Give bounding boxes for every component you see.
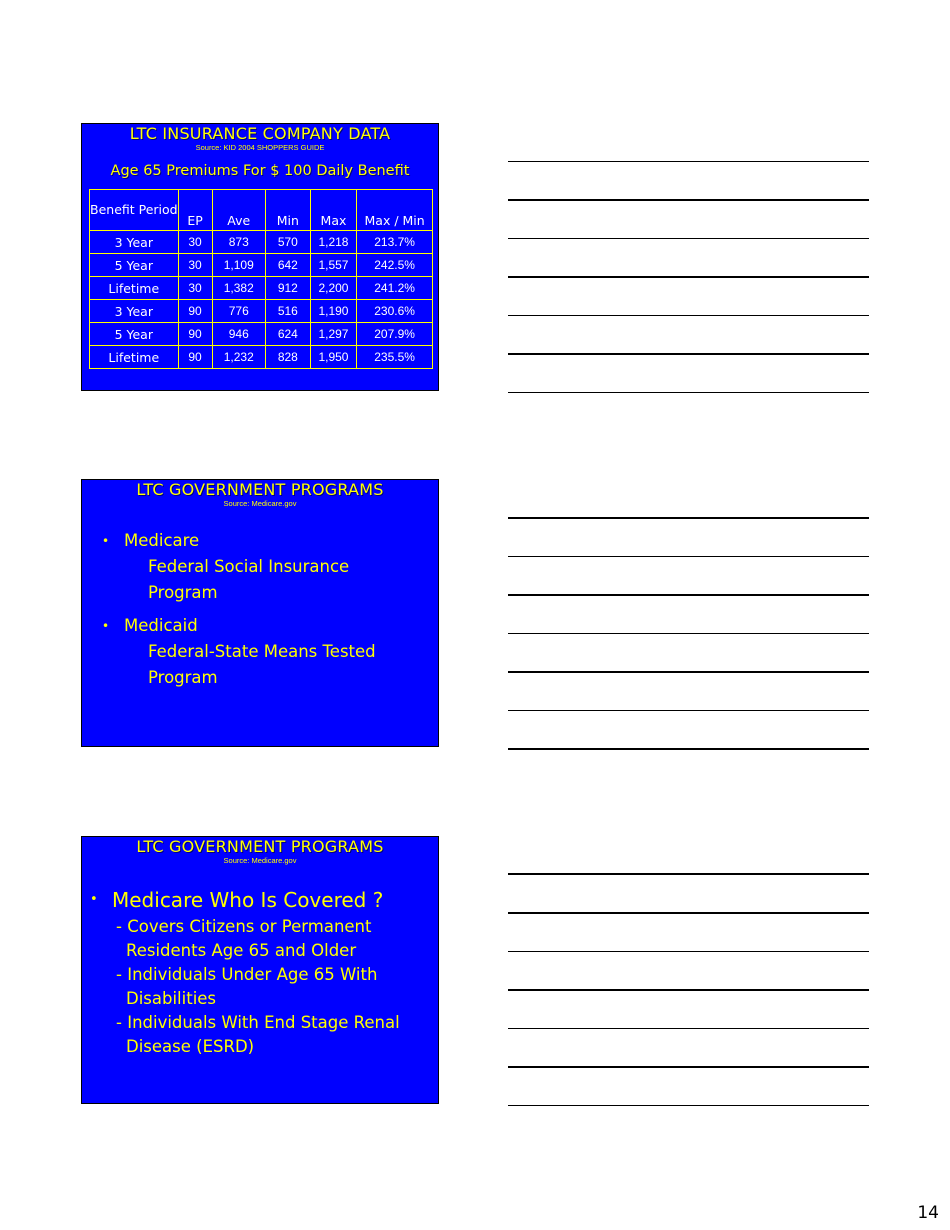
- table-cell: 213.7%: [357, 231, 433, 254]
- table-cell: 3 Year: [90, 231, 179, 254]
- table-cell: 90: [178, 346, 212, 369]
- bullet-dot-icon: •: [102, 534, 110, 548]
- table-header-cell: Max / Min: [357, 190, 433, 231]
- premium-table: [89, 189, 433, 369]
- bullet-dot-icon: •: [102, 619, 110, 633]
- table-cell: 30: [178, 254, 212, 277]
- note-line: [508, 199, 869, 201]
- table-header-cell: Ave: [212, 190, 265, 231]
- table-header-cell: EP: [178, 190, 212, 231]
- table-row: [90, 254, 433, 277]
- table-cell: 207.9%: [357, 323, 433, 346]
- table-cell: 873: [212, 231, 265, 254]
- note-line: [508, 1105, 869, 1106]
- coverage-line: Residents Age 65 and Older: [126, 941, 357, 960]
- slide-title: LTC GOVERNMENT PROGRAMS: [136, 480, 384, 499]
- coverage-list: [116, 915, 434, 1059]
- note-line: [508, 671, 869, 673]
- coverage-line: Disease (ESRD): [126, 1037, 255, 1056]
- note-line: [508, 517, 869, 519]
- table-cell: 1,218: [310, 231, 357, 254]
- bullet-detail: Program: [148, 668, 218, 687]
- table-cell: Lifetime: [90, 277, 179, 300]
- note-line: [508, 989, 869, 991]
- table-cell: 3 Year: [90, 300, 179, 323]
- slide-title: LTC INSURANCE COMPANY DATA: [129, 124, 391, 143]
- note-line: [508, 1066, 869, 1068]
- bullet-detail: Program: [148, 583, 218, 602]
- note-line: [508, 556, 869, 557]
- note-line: [508, 238, 869, 239]
- table-cell: 242.5%: [357, 254, 433, 277]
- slide-medicare-coverage: [81, 836, 439, 1104]
- slide-subtitle: Age 65 Premiums For $ 100 Daily Benefit: [110, 163, 410, 179]
- slide-title: LTC GOVERNMENT PROGRAMS: [136, 837, 384, 856]
- table-cell: 1,109: [212, 254, 265, 277]
- note-line: [508, 748, 869, 750]
- note-line: [508, 873, 869, 875]
- table-cell: 516: [265, 300, 310, 323]
- table-cell: 30: [178, 231, 212, 254]
- table-cell: 2,200: [310, 277, 357, 300]
- table-cell: Lifetime: [90, 346, 179, 369]
- table-header-cell: Max: [310, 190, 357, 231]
- list-item: [102, 613, 428, 639]
- table-cell: 235.5%: [357, 346, 433, 369]
- table-cell: 570: [265, 231, 310, 254]
- table-cell: 912: [265, 277, 310, 300]
- note-line: [508, 161, 869, 162]
- bullet-detail: Federal Social Insurance: [148, 557, 350, 576]
- table-header-cell: Min: [265, 190, 310, 231]
- slide-ltc-insurance-data: [81, 123, 439, 391]
- table-row: [90, 277, 433, 300]
- table-header-row: [90, 190, 433, 231]
- note-line: [508, 633, 869, 634]
- table-cell: 241.2%: [357, 277, 433, 300]
- note-line: [508, 951, 869, 952]
- bullet-label: Medicaid: [124, 616, 198, 635]
- note-line: [508, 353, 869, 355]
- note-line: [508, 315, 869, 316]
- slide-government-programs: [81, 479, 439, 747]
- table-row: [90, 346, 433, 369]
- table-cell: 946: [212, 323, 265, 346]
- table-cell: 1,557: [310, 254, 357, 277]
- bullet-label: Medicare: [124, 531, 200, 550]
- note-line: [508, 710, 869, 711]
- table-cell: 642: [265, 254, 310, 277]
- table-cell: 5 Year: [90, 323, 179, 346]
- table-header-cell: Benefit Period: [90, 190, 179, 231]
- coverage-line: Disabilities: [126, 989, 217, 1008]
- bullet-detail: Federal-State Means Tested: [148, 642, 376, 661]
- note-line: [508, 912, 869, 914]
- table-cell: 1,190: [310, 300, 357, 323]
- table-cell: 90: [178, 300, 212, 323]
- bullet-dot-icon: •: [90, 892, 98, 907]
- table-row: [90, 300, 433, 323]
- bullet-label: Medicare Who Is Covered ?: [112, 888, 384, 912]
- slide-source: Source: Medicare.gov: [223, 856, 297, 865]
- list-item: [90, 887, 383, 913]
- list-item: [102, 528, 428, 554]
- table-cell: 1,232: [212, 346, 265, 369]
- coverage-line: - Individuals With End Stage Renal: [116, 1013, 400, 1032]
- note-line: [508, 1028, 869, 1029]
- table-cell: 828: [265, 346, 310, 369]
- table-cell: 230.6%: [357, 300, 433, 323]
- slide-source: Source: Medicare.gov: [223, 499, 297, 508]
- table-cell: 1,382: [212, 277, 265, 300]
- coverage-line: - Individuals Under Age 65 With: [116, 965, 378, 984]
- table-row: [90, 231, 433, 254]
- coverage-line: - Covers Citizens or Permanent: [116, 917, 372, 936]
- page-number: 14: [917, 1203, 939, 1223]
- table-cell: 5 Year: [90, 254, 179, 277]
- table-cell: 1,950: [310, 346, 357, 369]
- table-row: [90, 323, 433, 346]
- table-cell: 776: [212, 300, 265, 323]
- table-cell: 30: [178, 277, 212, 300]
- note-line: [508, 392, 869, 393]
- note-line: [508, 594, 869, 596]
- slide-source: Source: KID 2004 SHOPPERS GUIDE: [195, 143, 325, 152]
- table-cell: 624: [265, 323, 310, 346]
- note-line: [508, 276, 869, 278]
- bullet-list: [102, 528, 428, 691]
- table-cell: 90: [178, 323, 212, 346]
- table-cell: 1,297: [310, 323, 357, 346]
